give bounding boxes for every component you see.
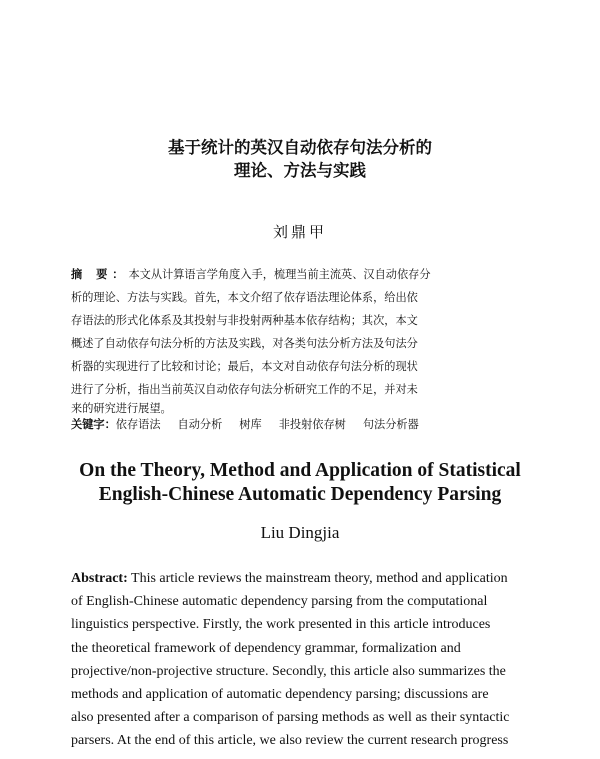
keyword: 自动分析: [177, 418, 223, 431]
chinese-abstract-line: 进行了分析，指出当前英汉自动依存句法分析研究工作的不足，并对未: [71, 383, 418, 396]
chinese-keywords-label: 关键字：: [71, 417, 116, 431]
english-abstract-line: methods and application of automatic dependency parsing; discussions are: [71, 687, 489, 702]
english-title-line-1: On the Theory, Method and Application of Statistical: [79, 460, 521, 481]
english-abstract-line: of English-Chinese automatic dependency parsing from the computational: [71, 594, 488, 609]
english-abstract-line: [71, 567, 533, 590]
english-abstract-line: projective/non-projective structure. Secondly, this article also summarizes the: [71, 664, 506, 679]
chinese-keywords: [71, 414, 541, 435]
english-author: Liu Dingjia: [260, 523, 340, 542]
english-abstract-line: also presented after a comparison of parsing methods as well as their syntactic: [71, 710, 510, 725]
keyword: 依存语法: [115, 418, 161, 431]
chinese-abstract-line: [71, 263, 533, 286]
chinese-abstract-line: 来的研究进行展望。: [71, 402, 172, 415]
keyword: 句法分析器: [362, 418, 419, 431]
english-abstract-line: linguistics perspective. Firstly, the work presented in this article introduces: [71, 617, 491, 632]
chinese-author: 刘鼎甲: [272, 223, 327, 241]
english-abstract-line: parsers. At the end of this article, we also review the current research progress: [71, 733, 509, 748]
chinese-abstract-line: 存语法的形式化体系及其投射与非投射两种基本依存结构；其次，本文: [71, 314, 418, 327]
chinese-title-line-1: 基于统计的英汉自动依存句法分析的: [168, 138, 432, 157]
chinese-abstract-label: 摘 要：: [71, 267, 129, 281]
english-abstract-text: This article reviews the mainstream theory, method and application: [131, 571, 508, 586]
chinese-abstract-text: 本文从计算语言学角度入手，梳理当前主流英、汉自动依存分: [128, 268, 431, 281]
english-abstract-label: Abstract:: [71, 571, 128, 586]
chinese-abstract-line: 析的理论、方法与实践。首先，本文介绍了依存语法理论体系，给出依: [71, 291, 418, 304]
english-title-line-2: English-Chinese Automatic Dependency Parsing: [98, 484, 502, 505]
chinese-abstract-line: 析器的实现进行了比较和讨论；最后，本文对自动依存句法分析的现状: [71, 360, 418, 373]
keyword: 非投射依存树: [278, 418, 346, 431]
english-abstract-line: the theoretical framework of dependency grammar, formalization and: [71, 641, 461, 656]
chinese-title-line-2: 理论、方法与实践: [234, 161, 366, 180]
keyword: 树库: [239, 418, 262, 431]
chinese-abstract-line: 概述了自动依存句法分析的方法及实践，对各类句法分析方法及句法分: [71, 337, 418, 350]
